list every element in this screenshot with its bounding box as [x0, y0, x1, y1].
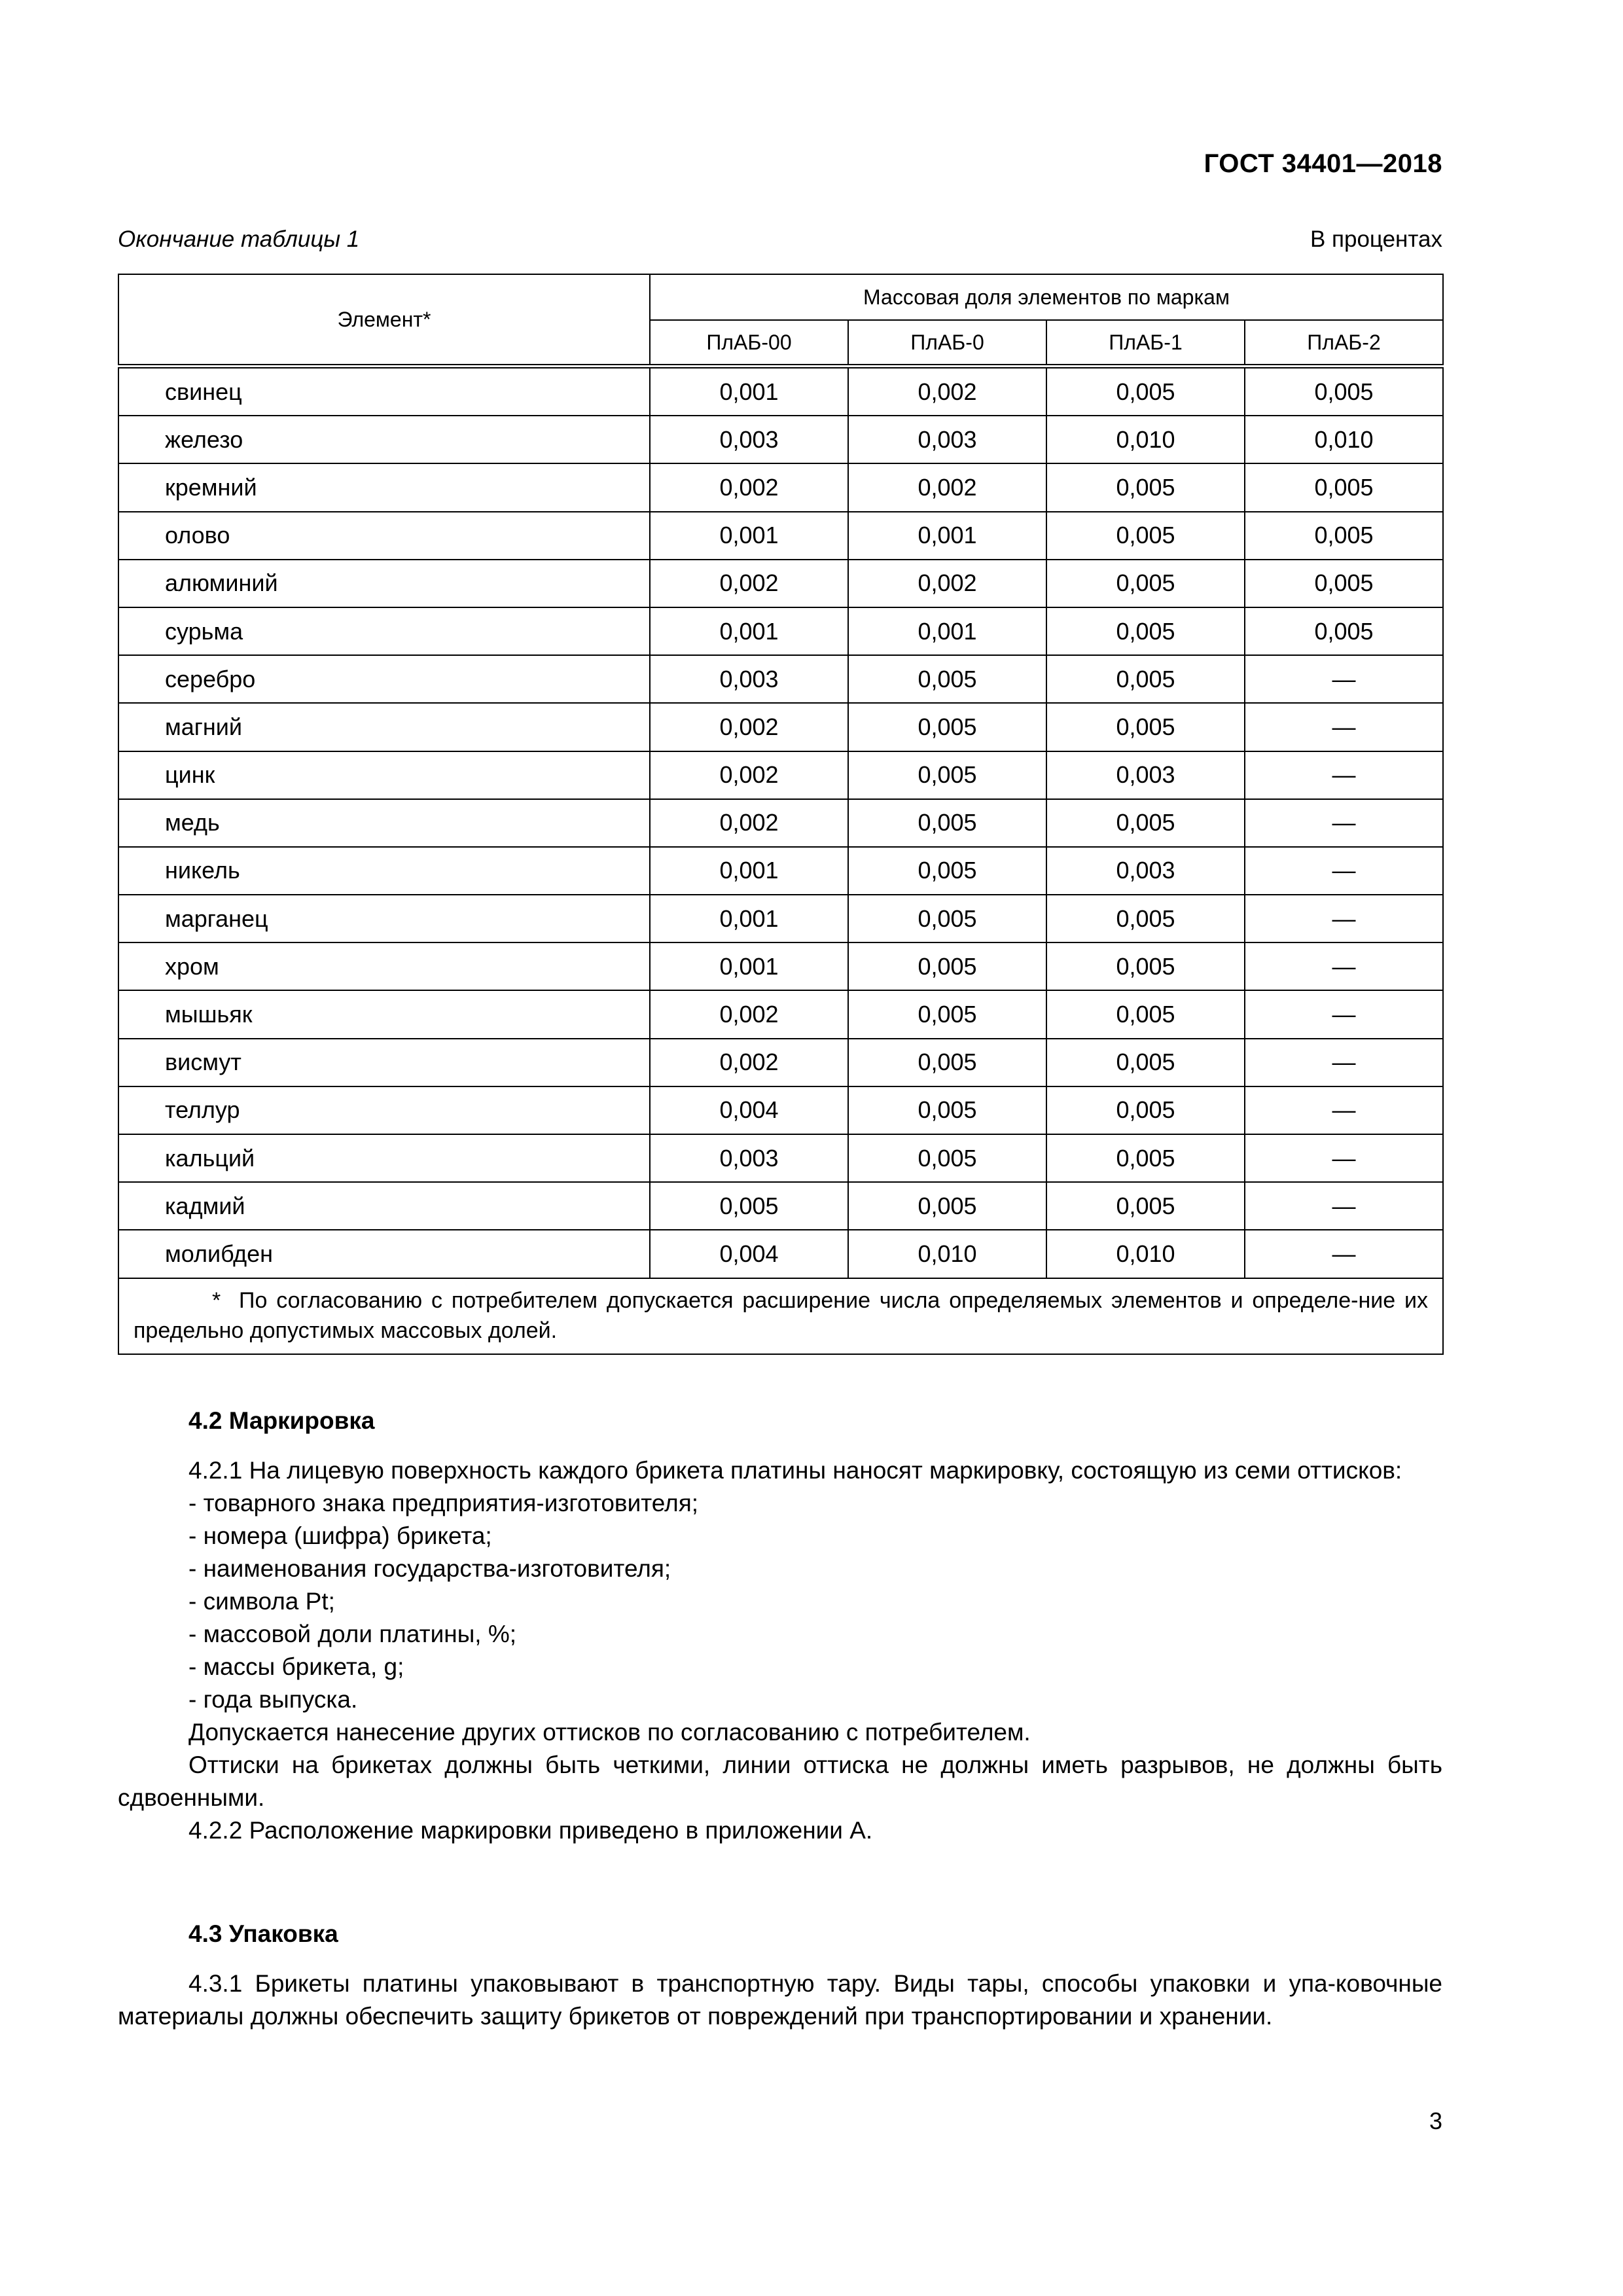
- section-packaging: [118, 1918, 1442, 2033]
- cell-value: 0,005: [848, 799, 1046, 847]
- list-item: - товарного знака предприятия-изготовителя;: [188, 1490, 699, 1516]
- cell-value: 0,002: [650, 751, 848, 799]
- cell-value: 0,001: [650, 367, 848, 416]
- table-row: [118, 942, 1443, 990]
- cell-value: 0,005: [1046, 1039, 1245, 1086]
- cell-value: 0,005: [1046, 1086, 1245, 1134]
- cell-value: 0,005: [1245, 560, 1443, 607]
- cell-value: 0,003: [650, 655, 848, 703]
- cell-value: —: [1245, 1039, 1443, 1086]
- cell-value: 0,005: [848, 703, 1046, 751]
- cell-value: 0,005: [1046, 990, 1245, 1038]
- cell-element: никель: [118, 847, 650, 895]
- table-body: [118, 367, 1443, 1278]
- cell-value: —: [1245, 703, 1443, 751]
- paragraph: 4.3.1 Брикеты платины упаковывают в транспортную тару. Виды тары, способы упаковки и упа-ковочные материалы должны обеспечить защиту брикетов от повреждений при транспортировании и хранении.: [118, 1970, 1442, 2030]
- table-row: [118, 560, 1443, 607]
- list-item: - года выпуска.: [188, 1686, 358, 1713]
- table-row: [118, 751, 1443, 799]
- table-row: [118, 847, 1443, 895]
- cell-element: серебро: [118, 655, 650, 703]
- footnote-text: По согласованию с потребителем допускается расширение числа определяемых элементов и определе-ние их предельно допустимых массовых долей.: [134, 1287, 1428, 1343]
- cell-value: 0,005: [1046, 799, 1245, 847]
- cell-value: 0,001: [848, 607, 1046, 655]
- table-row: [118, 1039, 1443, 1086]
- cell-element: теллур: [118, 1086, 650, 1134]
- cell-value: 0,003: [1046, 847, 1245, 895]
- table-footnote: [118, 1278, 1443, 1354]
- cell-value: —: [1245, 751, 1443, 799]
- table-row: [118, 1134, 1443, 1182]
- cell-value: —: [1245, 655, 1443, 703]
- table-row: [118, 1230, 1443, 1278]
- cell-element: цинк: [118, 751, 650, 799]
- cell-value: 0,001: [650, 942, 848, 990]
- table-row: [118, 512, 1443, 560]
- list-item: - номера (шифра) брикета;: [188, 1522, 492, 1549]
- cell-element: хром: [118, 942, 650, 990]
- cell-value: 0,010: [1046, 1230, 1245, 1278]
- cell-value: 0,003: [650, 1134, 848, 1182]
- table-row: [118, 416, 1443, 463]
- cell-value: 0,002: [650, 560, 848, 607]
- cell-value: 0,005: [848, 942, 1046, 990]
- list-item: - символа Pt;: [188, 1588, 335, 1615]
- paragraph: 4.2.1 На лицевую поверхность каждого брикета платины наносят маркировку, состоящую из семи оттисков:: [188, 1457, 1402, 1484]
- cell-value: 0,005: [848, 1086, 1046, 1134]
- cell-value: —: [1245, 990, 1443, 1038]
- paragraph: Допускается нанесение других оттисков по согласованию с потребителем.: [188, 1719, 1031, 1746]
- cell-value: 0,005: [1046, 703, 1245, 751]
- cell-value: —: [1245, 1134, 1443, 1182]
- list-item: - массы брикета, g;: [188, 1653, 404, 1680]
- cell-value: 0,005: [848, 895, 1046, 942]
- column-group-header: Массовая доля элементов по маркам: [650, 274, 1443, 320]
- table-row: [118, 799, 1443, 847]
- table-caption-title: Окончание таблицы 1: [118, 226, 360, 252]
- list-item: - массовой доли платины, %;: [188, 1621, 517, 1647]
- cell-value: —: [1245, 1182, 1443, 1230]
- cell-value: —: [1245, 847, 1443, 895]
- table-row: [118, 990, 1443, 1038]
- cell-value: 0,005: [1046, 942, 1245, 990]
- cell-value: 0,002: [650, 799, 848, 847]
- paragraph: Оттиски на брикетах должны быть четкими, линии оттиска не должны иметь разрывов, не должны быть сдвоенными.: [118, 1751, 1442, 1811]
- cell-value: 0,001: [650, 512, 848, 560]
- cell-element: молибден: [118, 1230, 650, 1278]
- cell-value: 0,003: [650, 416, 848, 463]
- cell-value: 0,001: [650, 607, 848, 655]
- cell-value: 0,004: [650, 1230, 848, 1278]
- cell-value: —: [1245, 942, 1443, 990]
- cell-value: 0,005: [848, 1039, 1046, 1086]
- document-number: ГОСТ 34401—2018: [1204, 149, 1442, 178]
- table-row: [118, 655, 1443, 703]
- cell-element: медь: [118, 799, 650, 847]
- cell-element: олово: [118, 512, 650, 560]
- cell-value: —: [1245, 1230, 1443, 1278]
- cell-value: 0,005: [1245, 463, 1443, 511]
- cell-value: 0,005: [1046, 1134, 1245, 1182]
- cell-element: мышьяк: [118, 990, 650, 1038]
- table-row: [118, 367, 1443, 416]
- cell-value: 0,001: [848, 512, 1046, 560]
- cell-value: 0,002: [848, 367, 1046, 416]
- cell-value: —: [1245, 1086, 1443, 1134]
- section-heading: 4.2 Маркировка: [188, 1407, 375, 1434]
- cell-value: 0,003: [1046, 751, 1245, 799]
- cell-value: 0,005: [1046, 560, 1245, 607]
- cell-value: 0,005: [848, 847, 1046, 895]
- cell-value: 0,005: [1245, 512, 1443, 560]
- cell-value: 0,001: [650, 847, 848, 895]
- cell-element: свинец: [118, 367, 650, 416]
- footnote-mark: *: [212, 1287, 221, 1313]
- list-item: - наименования государства-изготовителя;: [188, 1555, 671, 1582]
- cell-value: —: [1245, 799, 1443, 847]
- table-row: [118, 1182, 1443, 1230]
- cell-value: 0,010: [1245, 416, 1443, 463]
- cell-element: сурьма: [118, 607, 650, 655]
- column-header-element: Элемент*: [118, 274, 650, 367]
- table-row: [118, 607, 1443, 655]
- cell-value: 0,002: [650, 990, 848, 1038]
- cell-element: кальций: [118, 1134, 650, 1182]
- cell-element: марганец: [118, 895, 650, 942]
- cell-value: 0,002: [650, 463, 848, 511]
- cell-value: 0,005: [650, 1182, 848, 1230]
- table-row: [118, 463, 1443, 511]
- cell-value: 0,002: [650, 1039, 848, 1086]
- cell-value: 0,010: [1046, 416, 1245, 463]
- cell-value: —: [1245, 895, 1443, 942]
- paragraph: 4.2.2 Расположение маркировки приведено в приложении А.: [188, 1817, 873, 1844]
- cell-value: 0,003: [848, 416, 1046, 463]
- cell-element: магний: [118, 703, 650, 751]
- cell-value: 0,005: [1046, 895, 1245, 942]
- section-marking: [118, 1405, 1442, 1847]
- cell-value: 0,002: [650, 703, 848, 751]
- cell-value: 0,005: [848, 751, 1046, 799]
- cell-element: висмут: [118, 1039, 650, 1086]
- cell-value: 0,005: [1245, 607, 1443, 655]
- cell-value: 0,005: [1046, 1182, 1245, 1230]
- cell-value: 0,002: [848, 560, 1046, 607]
- cell-value: 0,005: [848, 1134, 1046, 1182]
- page-number: 3: [1429, 2108, 1442, 2134]
- cell-value: 0,010: [848, 1230, 1046, 1278]
- cell-value: 0,002: [848, 463, 1046, 511]
- table-row: [118, 1086, 1443, 1134]
- table-caption: [118, 226, 1442, 259]
- column-header-grade: ПлАБ-2: [1245, 320, 1443, 367]
- cell-value: 0,005: [848, 1182, 1046, 1230]
- section-heading: 4.3 Упаковка: [188, 1920, 338, 1947]
- table-row: [118, 895, 1443, 942]
- cell-element: кремний: [118, 463, 650, 511]
- table-caption-units: В процентах: [1310, 226, 1442, 252]
- column-header-grade: ПлАБ-0: [848, 320, 1046, 367]
- cell-value: 0,005: [1046, 367, 1245, 416]
- composition-table: [118, 274, 1444, 1355]
- column-header-grade: ПлАБ-1: [1046, 320, 1245, 367]
- cell-value: 0,005: [1245, 367, 1443, 416]
- cell-value: 0,004: [650, 1086, 848, 1134]
- cell-value: 0,005: [848, 655, 1046, 703]
- cell-value: 0,005: [1046, 512, 1245, 560]
- cell-value: 0,005: [1046, 655, 1245, 703]
- cell-element: алюминий: [118, 560, 650, 607]
- cell-value: 0,005: [1046, 463, 1245, 511]
- cell-element: железо: [118, 416, 650, 463]
- cell-value: 0,005: [848, 990, 1046, 1038]
- cell-value: 0,005: [1046, 607, 1245, 655]
- cell-element: кадмий: [118, 1182, 650, 1230]
- cell-value: 0,001: [650, 895, 848, 942]
- column-header-grade: ПлАБ-00: [650, 320, 848, 367]
- table-row: [118, 703, 1443, 751]
